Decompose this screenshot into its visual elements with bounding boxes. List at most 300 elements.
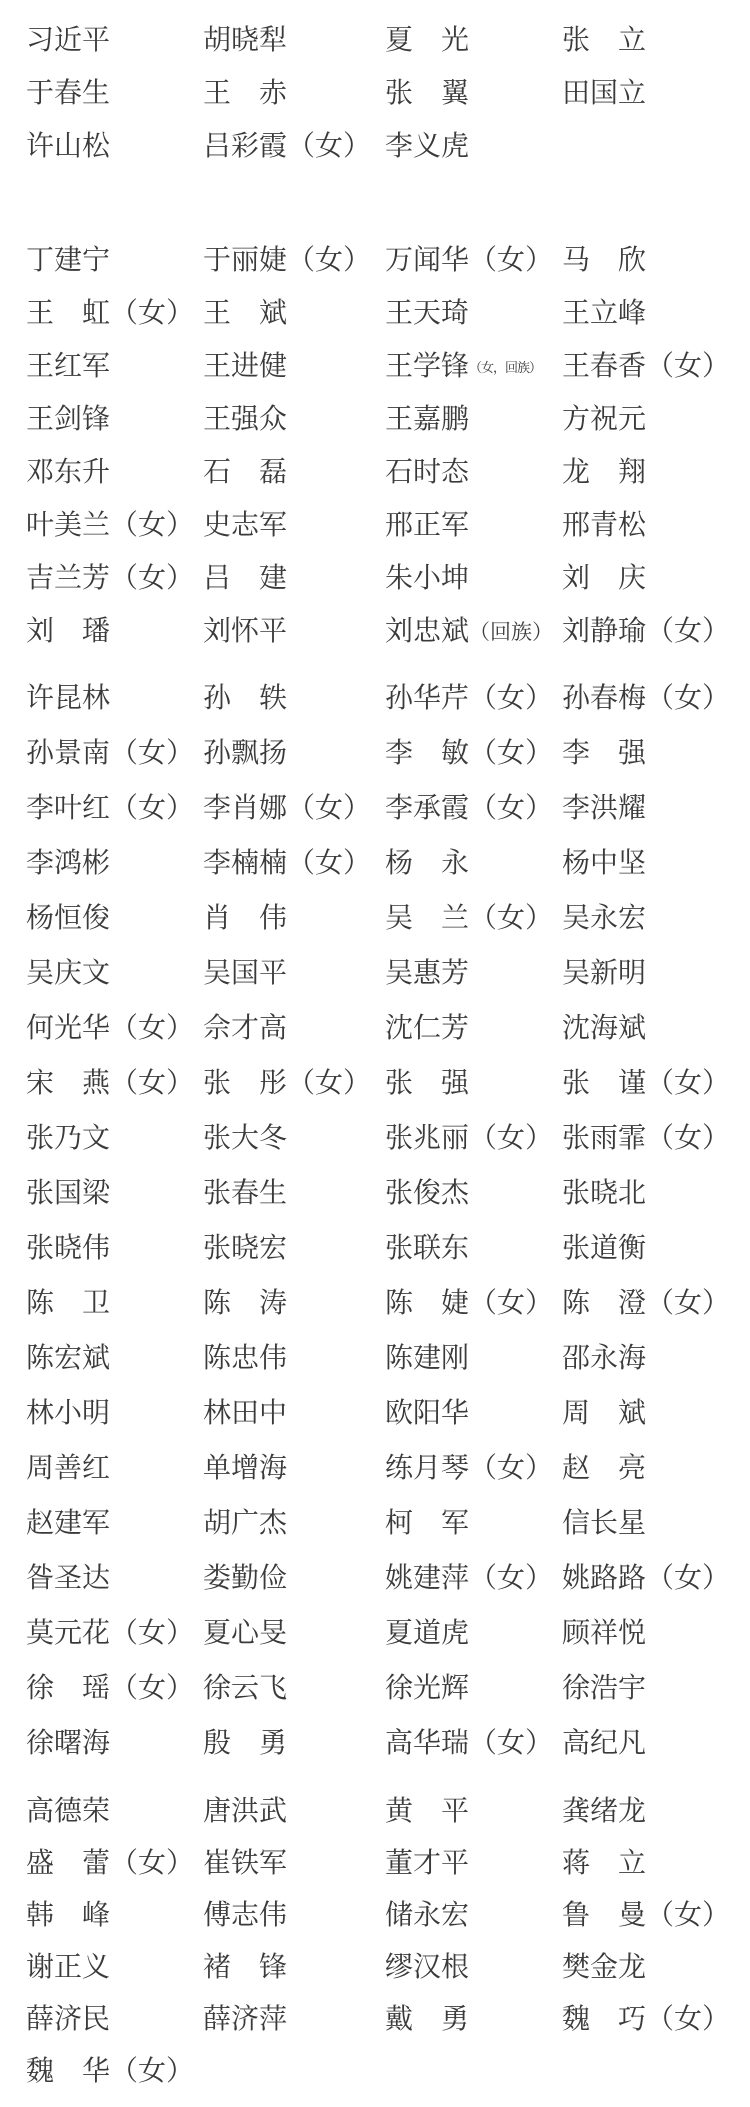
person-name [385,1902,562,1930]
person-name [385,1452,562,1484]
person-name-text: 褚 锋 [203,1952,288,1983]
person-name [562,24,750,56]
person-name [26,1012,203,1044]
person-name-text: 徐 瑶（女） [26,1672,195,1704]
person-name-text: 刘静瑜（女） [562,615,731,647]
person-name [562,403,750,435]
person-name-text: 吴国平 [203,957,288,989]
person-name-text: 顾祥悦 [562,1617,647,1649]
person-name-text: 张雨霏（女） [562,1122,731,1154]
person-name [203,847,385,879]
person-name [26,350,203,382]
person-name-text: 储永宏 [385,1900,470,1931]
name-row [0,14,750,67]
person-name-text: 韩 峰 [26,1900,111,1931]
person-name [203,297,385,329]
person-name [385,130,562,162]
person-name-text: 肖 伟 [203,902,288,934]
name-row [0,605,750,658]
person-name-text: 孙景南（女） [26,737,195,769]
person-name [26,902,203,934]
person-name-text: 张晓伟 [26,1232,111,1264]
name-row [0,1056,750,1111]
person-name [562,1012,750,1044]
person-name [562,1798,750,1826]
person-name [26,1287,203,1319]
person-name [562,509,750,541]
name-row [0,1001,750,1056]
person-name [203,957,385,989]
person-name [385,737,562,769]
person-name [203,403,385,435]
person-name [385,1798,562,1826]
person-name [203,1850,385,1878]
person-name [26,1902,203,1930]
name-row [0,1276,750,1331]
person-name-text: 王立峰 [562,297,647,329]
person-name [26,1177,203,1209]
section-gap [0,173,750,234]
person-name [562,1672,750,1704]
person-name-text: 高华瑞（女） [385,1727,554,1759]
person-name [203,1902,385,1930]
person-name [562,847,750,879]
person-name-text: 缪汉根 [385,1952,470,1983]
person-name [562,1617,750,1649]
person-name [562,562,750,594]
person-name [26,847,203,879]
person-name [26,403,203,435]
person-name-text: 傅志伟 [203,1900,288,1931]
person-name [385,350,562,382]
person-name-text: 胡晓犁 [203,24,288,56]
name-row [0,234,750,287]
person-name [26,244,203,276]
person-name [26,1122,203,1154]
person-name-text: 昝圣达 [26,1562,111,1594]
person-name [203,1727,385,1759]
person-name-text: 王强众 [203,403,288,435]
person-name [562,1954,750,1982]
person-name-text: 于丽婕（女） [203,244,372,276]
person-name [26,509,203,541]
person-name-text: 张 翼 [385,77,470,109]
person-name-text: 盛 蕾（女） [26,1848,195,1879]
person-name [562,792,750,824]
person-name-text: 朱小坤 [385,562,470,594]
person-name-text: 蒋 立 [562,1848,647,1879]
person-name [562,1122,750,1154]
person-name-text: 刘怀平 [203,615,288,647]
person-name-text: 王春香（女） [562,350,731,382]
person-name [385,1232,562,1264]
person-name-text: 赵 亮 [562,1452,647,1484]
person-name-text: 马 欣 [562,244,647,276]
person-name [203,562,385,594]
person-name [26,737,203,769]
person-name [385,1672,562,1704]
person-name-text: 吉兰芳（女） [26,562,195,594]
person-name-text: 胡广杰 [203,1507,288,1539]
person-name-text: 邵永海 [562,1342,647,1374]
person-name-text: 谢正义 [26,1952,111,1983]
name-row [0,1221,750,1276]
person-name [385,244,562,276]
person-name-text: 刘忠斌 [385,615,470,647]
name-row [0,946,750,1001]
person-name [203,1507,385,1539]
person-name-text: 张俊杰 [385,1177,470,1209]
person-name [203,350,385,382]
person-name [385,1727,562,1759]
person-name-text: 邓东升 [26,456,111,488]
person-name-text: 吴惠芳 [385,957,470,989]
person-name-text: 王 赤 [203,77,288,109]
person-name [203,244,385,276]
person-name-text: 方祝元 [562,403,647,435]
person-name-text: 王 斌 [203,297,288,329]
person-name-text: 陈 婕（女） [385,1287,554,1319]
person-name [203,1067,385,1099]
person-name [203,509,385,541]
person-name-text: 魏 巧（女） [562,2004,731,2035]
gender-ethnicity-note: （回族） [469,619,554,644]
name-row [0,1838,750,1890]
person-name-text: 樊金龙 [562,1952,647,1983]
person-name-text: 习近平 [26,24,111,56]
person-name [562,1067,750,1099]
person-name-text: 孙春梅（女） [562,682,731,714]
person-name-text: 信长星 [562,1507,647,1539]
person-name [562,244,750,276]
name-row [0,1994,750,2046]
person-name [203,1287,385,1319]
person-name-text: 陈 卫 [26,1287,111,1319]
person-name [203,2006,385,2034]
person-name-text: 练月琴（女） [385,1452,554,1484]
person-name [26,562,203,594]
person-name-text: 龚绪龙 [562,1796,647,1827]
person-name-text: 张乃文 [26,1122,111,1154]
person-name-text: 黄 平 [385,1796,470,1827]
person-name [562,1850,750,1878]
person-name-text: 沈仁芳 [385,1012,470,1044]
person-name [26,792,203,824]
person-name-text: 王剑锋 [26,403,111,435]
person-name-text: 宋 燕（女） [26,1067,195,1099]
person-name [203,1672,385,1704]
section-gap [0,1771,750,1786]
person-name [203,1122,385,1154]
name-row [0,1441,750,1496]
person-name-text: 张 彤（女） [203,1067,372,1099]
person-name [562,2006,750,2034]
person-name [26,2058,203,2086]
person-name [203,902,385,934]
person-name [385,1954,562,1982]
person-name-text: 周善红 [26,1452,111,1484]
person-name-text: 徐光辉 [385,1672,470,1704]
person-name [562,1177,750,1209]
name-row [0,1331,750,1386]
list-section-1 [0,14,750,173]
name-row [0,120,750,173]
name-row [0,836,750,891]
person-name [562,682,750,714]
person-name-text: 佘才高 [203,1012,288,1044]
name-row [0,1716,750,1771]
person-name [26,1067,203,1099]
person-name [203,792,385,824]
person-name [26,1562,203,1594]
person-name-text: 徐曙海 [26,1727,111,1759]
person-name-text: 张大冬 [203,1122,288,1154]
person-name-text: 夏道虎 [385,1617,470,1649]
person-name-text: 沈海斌 [562,1012,647,1044]
person-name [26,130,203,162]
person-name-text: 王嘉鹏 [385,403,470,435]
person-name [385,297,562,329]
person-name [26,1850,203,1878]
person-name [203,1397,385,1429]
person-name [203,615,385,647]
name-row [0,671,750,726]
person-name-text: 夏 光 [385,24,470,56]
person-name [26,24,203,56]
person-name [562,1397,750,1429]
person-name-text: 吴新明 [562,957,647,989]
name-row [0,1942,750,1994]
person-name [26,615,203,647]
person-name-text: 夏心旻 [203,1617,288,1649]
person-name-text: 吴永宏 [562,902,647,934]
person-name-text: 柯 军 [385,1507,470,1539]
person-name-text: 陈宏斌 [26,1342,111,1374]
person-name [26,1617,203,1649]
person-name [385,1177,562,1209]
person-name-text: 张兆丽（女） [385,1122,554,1154]
person-name-text: 姚路路（女） [562,1562,731,1594]
name-row [0,499,750,552]
person-name-text: 邢正军 [385,509,470,541]
person-name [562,350,750,382]
person-name-text: 吕彩霞（女） [203,130,372,162]
person-name-text: 魏 华（女） [26,2056,195,2087]
name-row [0,287,750,340]
person-name [562,297,750,329]
person-name-text: 万闻华（女） [385,244,554,276]
person-name [562,456,750,488]
person-name-text: 于春生 [26,77,111,109]
person-name [385,1067,562,1099]
person-name-text: 杨中坚 [562,847,647,879]
person-name [203,77,385,109]
person-name-text: 孙 轶 [203,682,288,714]
name-row [0,1606,750,1661]
person-name-text: 李楠楠（女） [203,847,372,879]
person-name [26,1397,203,1429]
list-section-3 [0,671,750,1771]
person-name-text: 张联东 [385,1232,470,1264]
person-name [203,130,385,162]
person-name [385,1850,562,1878]
person-name-text: 叶美兰（女） [26,509,195,541]
person-name [562,1727,750,1759]
name-row [0,1661,750,1716]
person-name [26,77,203,109]
person-name-text: 张晓北 [562,1177,647,1209]
person-name-text: 娄勤俭 [203,1562,288,1594]
person-name [203,456,385,488]
person-name [26,1452,203,1484]
person-name [385,1562,562,1594]
person-name-text: 李 敏（女） [385,737,554,769]
person-name [385,957,562,989]
person-name [562,1232,750,1264]
person-name-text: 殷 勇 [203,1727,288,1759]
name-row [0,552,750,605]
person-name-text: 田国立 [562,77,647,109]
person-name-text: 陈 涛 [203,1287,288,1319]
person-name [385,1122,562,1154]
gender-ethnicity-note: （女，回族） [469,359,542,375]
person-name-text: 徐浩宇 [562,1672,647,1704]
person-name [562,1507,750,1539]
name-row [0,1386,750,1441]
person-name-text: 李鸿彬 [26,847,111,879]
person-name-text: 林小明 [26,1397,111,1429]
person-name [562,1562,750,1594]
person-name [385,682,562,714]
person-name [26,297,203,329]
person-name [385,1507,562,1539]
person-name [385,1342,562,1374]
person-name-text: 王进健 [203,350,288,382]
name-row [0,1786,750,1838]
person-name-text: 周 斌 [562,1397,647,1429]
person-name [26,456,203,488]
person-name-text: 张国梁 [26,1177,111,1209]
person-name [385,1287,562,1319]
person-name [26,682,203,714]
person-name-text: 林田中 [203,1397,288,1429]
person-name-text: 高纪凡 [562,1727,647,1759]
name-row [0,1496,750,1551]
person-name [203,1798,385,1826]
person-name-text: 杨恒俊 [26,902,111,934]
person-name-text: 吕 建 [203,562,288,594]
person-name [562,1452,750,1484]
person-name-text: 李肖娜（女） [203,792,372,824]
person-name-text: 唐洪武 [203,1796,288,1827]
person-name-text: 吴 兰（女） [385,902,554,934]
person-name-text: 张 立 [562,24,647,56]
person-name-text: 龙 翔 [562,456,647,488]
person-name [203,1177,385,1209]
name-row [0,1551,750,1606]
name-row [0,67,750,120]
name-row [0,1166,750,1221]
person-name [385,2006,562,2034]
person-name-text: 刘 庆 [562,562,647,594]
person-name-text: 徐云飞 [203,1672,288,1704]
person-name [203,1954,385,1982]
name-row [0,340,750,393]
person-name-text: 陈忠伟 [203,1342,288,1374]
person-name-text: 李承霞（女） [385,792,554,824]
person-name-text: 王红军 [26,350,111,382]
person-name [203,1342,385,1374]
person-name-text: 姚建萍（女） [385,1562,554,1594]
person-name [26,1954,203,1982]
person-name [203,737,385,769]
section-gap [0,658,750,671]
person-name-text: 孙华芹（女） [385,682,554,714]
person-name [26,957,203,989]
person-name-text: 薛济民 [26,2004,111,2035]
person-name [26,1672,203,1704]
person-name-text: 吴庆文 [26,957,111,989]
name-row [0,446,750,499]
person-name [385,1617,562,1649]
person-name-text: 丁建宁 [26,244,111,276]
person-name [562,1342,750,1374]
person-name-text: 鲁 曼（女） [562,1900,731,1931]
person-name [385,509,562,541]
person-name [203,682,385,714]
person-name-text: 薛济萍 [203,2004,288,2035]
person-name [26,1727,203,1759]
person-name-text: 石时态 [385,456,470,488]
person-name-text: 单增海 [203,1452,288,1484]
name-row [0,2046,750,2098]
person-name [385,403,562,435]
person-name [203,1617,385,1649]
person-name-text: 莫元花（女） [26,1617,195,1649]
person-name-text: 戴 勇 [385,2004,470,2035]
person-name [562,615,750,647]
person-name [562,957,750,989]
person-name [385,1397,562,1429]
person-name [26,1232,203,1264]
person-name-text: 王天琦 [385,297,470,329]
person-name-text: 王 虹（女） [26,297,195,329]
person-name-text: 李叶红（女） [26,792,195,824]
person-name-text: 张 强 [385,1067,470,1099]
person-name-text: 李 强 [562,737,647,769]
person-name [26,1798,203,1826]
person-name [385,615,562,647]
person-name-text: 何光华（女） [26,1012,195,1044]
person-name-text: 陈 澄（女） [562,1287,731,1319]
person-name-text: 高德荣 [26,1796,111,1827]
person-name [385,1012,562,1044]
person-name [203,24,385,56]
person-name [385,847,562,879]
person-name [562,1902,750,1930]
person-name [26,1342,203,1374]
person-name-text: 欧阳华 [385,1397,470,1429]
person-name [26,2006,203,2034]
person-name [562,737,750,769]
list-section-4 [0,1786,750,2098]
person-name-text: 李义虎 [385,130,470,162]
person-name [203,1452,385,1484]
person-name-text: 董才平 [385,1848,470,1879]
person-name [385,902,562,934]
person-name [562,902,750,934]
person-name-text: 史志军 [203,509,288,541]
